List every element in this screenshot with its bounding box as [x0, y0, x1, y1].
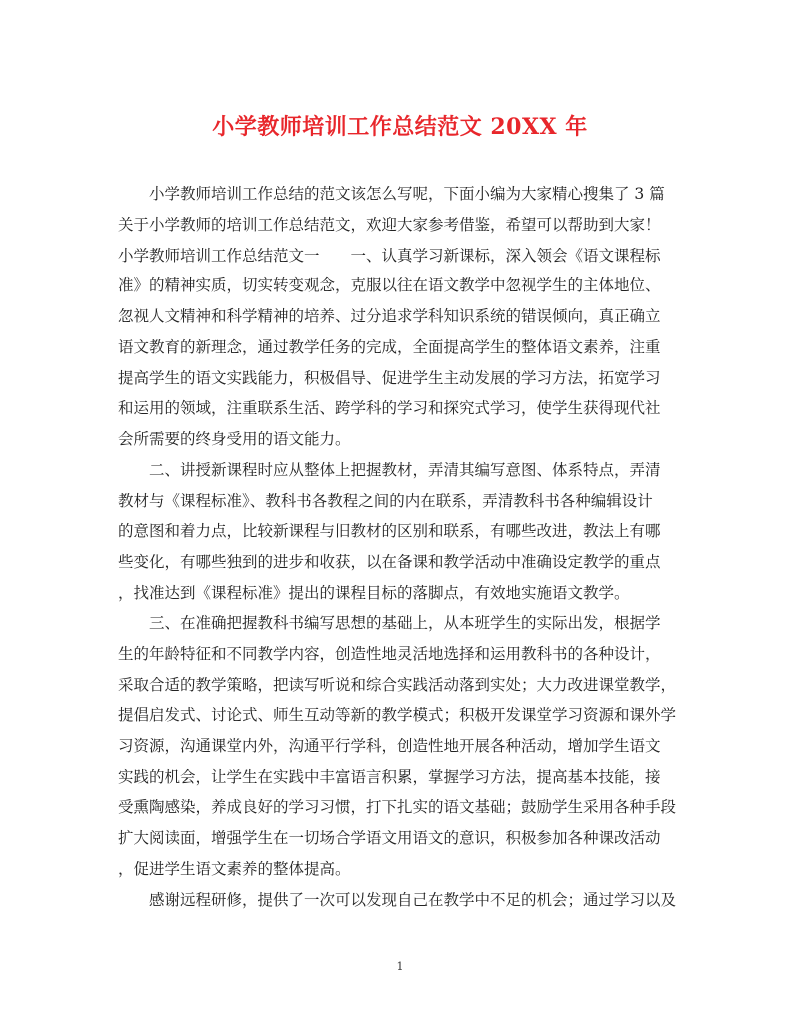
body-text-line: 二、讲授新课程时应从整体上把握教材，弄清其编写意图、体系特点，弄清: [118, 461, 661, 479]
body-text-line: 准》的精神实质，切实转变观念，克服以往在语文教学中忽视学生的主体地位、: [118, 276, 661, 294]
page-number: 1: [396, 960, 404, 973]
body-text-line: 小学教师培训工作总结的范文该怎么写呢，下面小编为大家精心搜集了 3 篇: [118, 185, 665, 203]
body-text-line: 实践的机会，让学生在实践中丰富语言积累，掌握学习方法，提高基本技能，接: [118, 768, 661, 786]
body-text-line: 语文教育的新理念，通过教学任务的完成，全面提高学生的整体语文素养，注重: [118, 338, 661, 356]
body-text-line: 感谢远程研修，提供了一次可以发现自己在教学中不足的机会；通过学习以及: [118, 891, 677, 909]
document-title: 小学教师培训工作总结范文 20XX 年: [212, 114, 588, 140]
body-text-line: 生的年龄特征和不同教学内容，创造性地灵活地选择和运用教科书的各种设计，: [118, 645, 661, 663]
body-text-line: 小学教师培训工作总结范文一 一、认真学习新课标，深入领会《语文课程标: [118, 247, 661, 265]
body-text-line: 三、在准确把握教科书编写思想的基础上，从本班学生的实际出发，根据学: [118, 614, 661, 632]
body-text-line: 忽视人文精神和科学精神的培养、过分追求学科知识系统的错误倾向，真正确立: [118, 307, 661, 325]
body-text-line: 采取合适的教学策略，把读写听说和综合实践活动落到实处；大力改进课堂教学，: [118, 676, 677, 694]
body-text-line: 教材与《课程标准》、教科书各教程之间的内在联系，弄清教科书各种编辑设计: [118, 492, 653, 510]
body-text-line: 会所需要的终身受用的语文能力。: [118, 430, 351, 448]
body-text-line: 提高学生的语文实践能力，积极倡导、促进学生主动发展的学习方法，拓宽学习: [118, 369, 661, 387]
body-text-line: ，促进学生语文素养的整体提高。: [118, 860, 351, 878]
body-text-line: 提倡启发式、讨论式、师生互动等新的教学模式；积极开发课堂学习资源和课外学: [118, 706, 677, 724]
body-text-line: ，找准达到《课程标准》提出的课程目标的落脚点，有效地实施语文教学。: [118, 584, 630, 602]
body-text-line: 的意图和着力点，比较新课程与旧教材的区别和联系，有哪些改进，教法上有哪: [118, 522, 661, 540]
body-text-line: 关于小学教师的培训工作总结范文，欢迎大家参考借鉴，希望可以帮助到大家！: [118, 216, 661, 234]
body-text-line: 些变化，有哪些独到的进步和收获，以在备课和教学活动中准确设定教学的重点: [118, 553, 661, 571]
body-text-line: 和运用的领域，注重联系生活、跨学科的学习和探究式学习，使学生获得现代社: [118, 399, 661, 417]
body-text-line: 扩大阅读面，增强学生在一切场合学语文用语文的意识，积极参加各种课改活动: [118, 829, 661, 847]
body-text-line: 受熏陶感染，养成良好的学习习惯，打下扎实的语文基础；鼓励学生采用各种手段: [118, 798, 677, 816]
body-text-line: 习资源，沟通课堂内外，沟通平行学科，创造性地开展各种活动，增加学生语文: [118, 737, 661, 755]
